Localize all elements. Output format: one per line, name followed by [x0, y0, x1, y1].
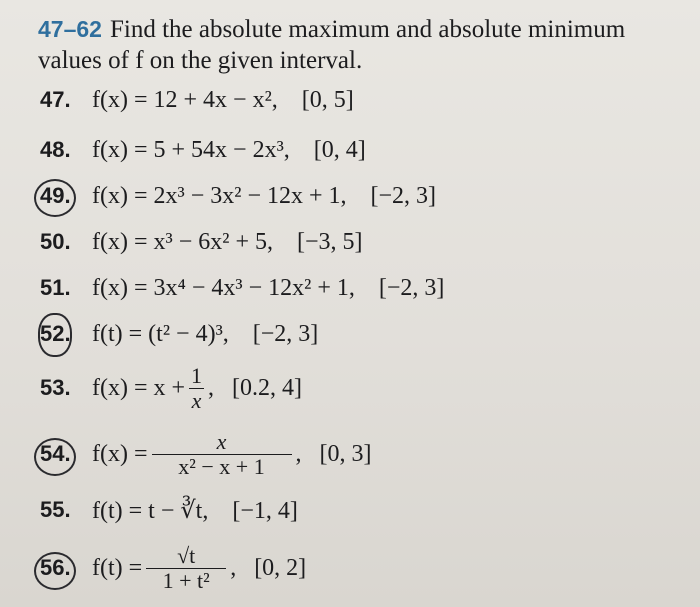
fraction: $\frac{1}{x}$ [191, 362, 203, 413]
problem-expression: f(x) = 5 + 54x − 2x³, [0, 4] [92, 136, 366, 163]
problem-interval: [0, 4] [313, 136, 366, 163]
section-header [38, 14, 625, 76]
problem-number: 51. [40, 275, 71, 300]
problem-number: 53. [40, 375, 71, 400]
fraction: $\frac{x}{\text{x² − x + 1}}$ [152, 430, 292, 479]
fraction: $\frac{√t}{\text{1 + t²}}$ [146, 544, 226, 593]
problem-number: 52. [40, 321, 71, 346]
header-line-1: Find the absolute maximum and absolute minimum [109, 16, 626, 43]
problem-expression: f(x) = x³ − 6x² + 5, [−3, 5] [92, 228, 363, 255]
problem-number: 55. [40, 497, 71, 522]
problem-interval: [−3, 5] [296, 228, 363, 255]
problem-interval: [0.2, 4] [232, 374, 303, 401]
header-line-2: values of f on the given interval. [38, 47, 363, 74]
problem-expression: f(t) = $\frac{√t}{\text{1 + t²}}$ , [0, 2] [92, 542, 307, 593]
problem-interval: [0, 3] [319, 440, 372, 467]
problem-expression: f(x) = 3x⁴ − 4x³ − 12x² + 1, [−2, 3] [92, 274, 445, 301]
problem-expression: f(x) = $\frac{x}{\text{x² − x + 1}}$ , [0, 3] [92, 428, 372, 479]
problem-expression: f(x) = 2x³ − 3x² − 12x + 1, [−2, 3] [92, 182, 437, 209]
problem-interval: [−2, 3] [378, 274, 445, 301]
problem-interval: [−2, 3] [252, 320, 319, 347]
problem-interval: [0, 2] [254, 554, 307, 581]
problem-expression: f(t) = t − ∛t, [−1, 4] [92, 497, 298, 524]
problem-number: 54. [40, 441, 71, 466]
problem-expression: f(t) = (t² − 4)³, [−2, 3] [92, 320, 319, 347]
problem-expression: f(x) = x + $\frac{1}{x}$ , [0.2, 4] [92, 362, 303, 413]
problem-number: 50. [40, 229, 71, 254]
problem-number: 47. [40, 87, 71, 112]
exercise-range: 47–62 [38, 16, 102, 42]
problem-number: 49. [40, 183, 71, 208]
problem-interval: [0, 5] [301, 86, 354, 113]
problem-number: 56. [40, 555, 71, 580]
problem-interval: [−1, 4] [232, 497, 298, 524]
problem-number: 48. [40, 137, 71, 162]
problem-interval: [−2, 3] [370, 182, 437, 209]
problem-expression: f(x) = 12 + 4x − x², [0, 5] [92, 86, 354, 113]
